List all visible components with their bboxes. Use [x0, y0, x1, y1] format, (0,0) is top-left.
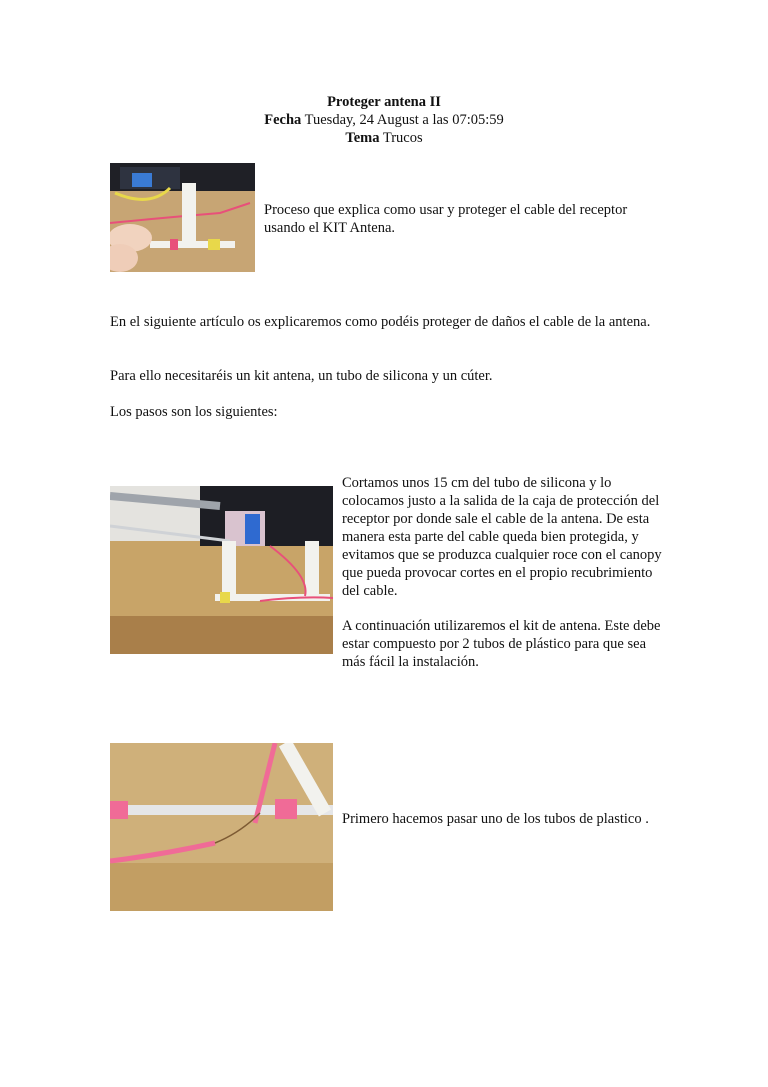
date-value: Tuesday, 24 August a las 07:05:59 — [304, 112, 504, 128]
step2-photo — [110, 743, 333, 911]
date-line — [0, 111, 768, 129]
step1-photo — [110, 486, 333, 654]
intro-caption: Proceso que explica como usar y proteger el cable del receptor usando el KIT Antena. — [264, 202, 628, 236]
step1-text-a: Cortamos unos 15 cm del tubo de silicona y lo colocamos justo a la salida de la caja de protección del receptor por donde sale el cable de la antena. De esta manera esta parte del cable queda bien protegida, y evitamos que se produzca cualquier roce con el canopy que pueda provocar cortes en el propio recubrimiento del cable. — [342, 475, 662, 599]
step1-text-b: A continuación utilizaremos el kit de antena. Este debe estar compuesto por 2 tubos de plástico para que sea más fácil la instalación. — [342, 618, 661, 670]
body-paragraph-3: Los pasos son los siguientes: — [110, 404, 278, 420]
topic-line — [0, 129, 768, 147]
body-paragraph-2: Para ello necesitaréis un kit antena, un tubo de silicona y un cúter. — [110, 368, 493, 384]
body-paragraph-1: En el siguiente artículo os explicaremos como podéis proteger de daños el cable de la antena. — [110, 314, 651, 330]
step2-text: Primero hacemos pasar uno de los tubos de plastico . — [342, 811, 649, 827]
document-title: Proteger antena II — [327, 94, 441, 110]
date-label: Fecha — [264, 112, 302, 128]
topic-label: Tema — [345, 130, 380, 146]
intro-photo — [110, 163, 255, 272]
topic-value: Trucos — [382, 130, 423, 146]
